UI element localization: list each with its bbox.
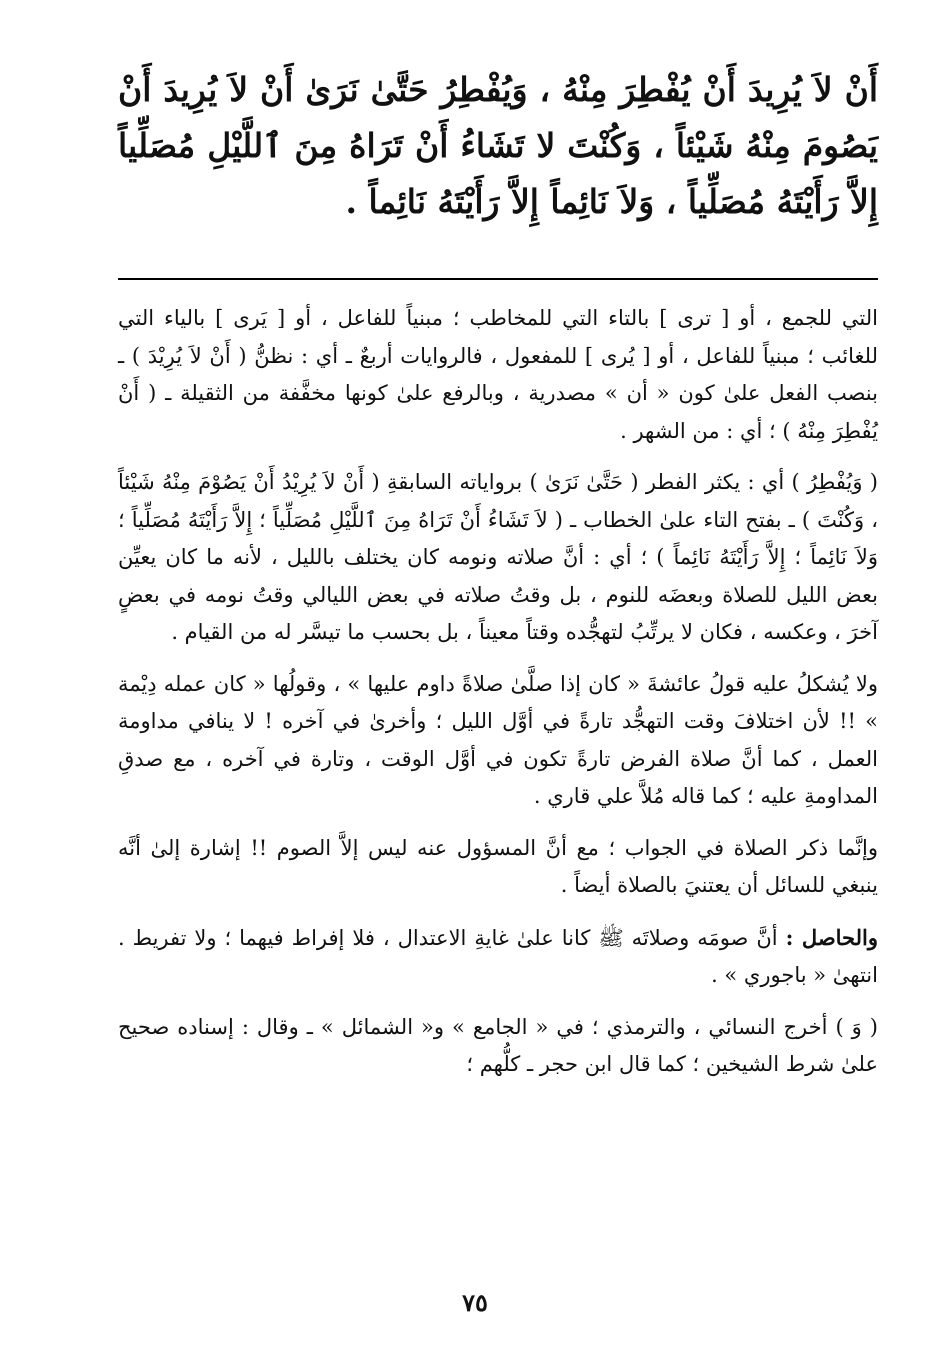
- summary-text: أنَّ صومَه وصلاتَه ﷺ كانا علىٰ غايةِ الاعتدال ، فلا إفراط فيهما ؛ ولا تفريط . انتهىٰ « باجوري » .: [118, 925, 878, 987]
- commentary-paragraph-2: ( وَيُفْطِرُ ) أي : يكثر الفطر ( حَتَّىٰ نَرَىٰ ) برواياته السابقةِ ( أَنْ لاَ يُرِيْدُ أَنْ يَصُوْمَ مِنْهُ شَيْئاً ، وَكُنْتَ ) ـ بفتح التاء علىٰ الخطاب ـ ( لاَ تَشَاءُ أَنْ تَرَاهُ مِنَ ٱللَّيْلِ مُصَلِّياً ؛ إِلاَّ رَأَيْتَهُ مُصَلِّياً ؛ وَلاَ نَائِماً ؛ إِلاَّ رَأَيْتَهُ نَائِماً ) ؛ أي : أنَّ صلاته ونومه كان يختلف بالليل ، لأنه ما كان يعيِّن بعض الليل للصلاة وبعضَه للنوم ، بل وقتُ صلاته في بعض الليالي وقتُ نومه في بعضٍ آخرَ ، وعكسه ، فكان لا يرتِّبُ لتهجُّده وقتاً معيناً ، بل بحسب ما تيسَّر له من القيام .: [118, 470, 878, 644]
- summary-lead: والحاصل :: [785, 924, 878, 950]
- commentary-paragraph-4: وإنَّما ذكر الصلاة في الجواب ؛ مع أنَّ المسؤول عنه ليس إلاَّ الصوم !! إشارة إلىٰ أنَّه ينبغي للسائل أن يعتنيَ بالصلاة أيضاً .: [118, 835, 878, 897]
- page-number: ٧٥: [462, 1288, 488, 1317]
- hadith-text: أَنْ لاَ يُرِيدَ أَنْ يُفْطِرَ مِنْهُ ، وَيُفْطِرُ حَتَّىٰ نَرَىٰ أَنْ لاَ يُرِيدَ أَنْ يَصُومَ مِنْهُ شَيْئاً ، وَكُنْتَ لا تَشَاءُ أَنْ تَرَاهُ مِنَ ٱللَّيْلِ مُصَلِّياً إِلاَّ رَأَيْتَهُ مُصَلِّياً ، وَلاَ نَائِماً إِلاَّ رَأَيْتَهُ نَائِماً .: [118, 70, 878, 221]
- commentary-paragraph-3: ولا يُشكلُ عليه قولُ عائشةَ « كان إذا صلَّىٰ صلاةً داوم عليها » ، وقولُها « كان عمله دِيْمة » !! لأن اختلافَ وقت التهجُّد تارةً في أوَّل الليل ؛ وأخرىٰ في آخره ! لا ينافي مداومة العمل ، كما أنَّ صلاة الفرض تارةً تكون في أوَّل الوقت ، وتارة في آخره ، مع صدقِ المداومةِ عليه ؛ كما قاله مُلاَّ علي قاري .: [118, 671, 878, 808]
- commentary-paragraph-1: التي للجمع ، أو [ ترى ] بالتاء التي للمخاطب ؛ مبنياً للفاعل ، أو [ يَرى ] بالياء التي للغائب ؛ مبنياً للفاعل ، أو [ يُرى ] للمفعول ، فالروايات أربعٌ ـ أي : نظنُّ ( أَنْ لاَ يُرِيْدَ ) ـ بنصب الفعل علىٰ كون « أن » مصدرية ، وبالرفع علىٰ كونها مخفَّفة من الثقيلة ـ ( أَنْ يُفْطِرَ مِنْهُ ) ؛ أي : من الشهر .: [118, 306, 878, 443]
- commentary-block: [118, 300, 878, 1098]
- footnote-divider: [118, 278, 878, 280]
- main-text-block: [118, 62, 878, 230]
- commentary-paragraph-6: ( وَ ) أخرج النسائي ، والترمذي ؛ في « الجامع » و« الشمائل » ـ وقال : إسناده صحيح علىٰ شرط الشيخين ؛ كما قال ابن حجر ـ كلُّهم ؛: [118, 1014, 878, 1076]
- commentary-paragraph-5: [118, 919, 878, 995]
